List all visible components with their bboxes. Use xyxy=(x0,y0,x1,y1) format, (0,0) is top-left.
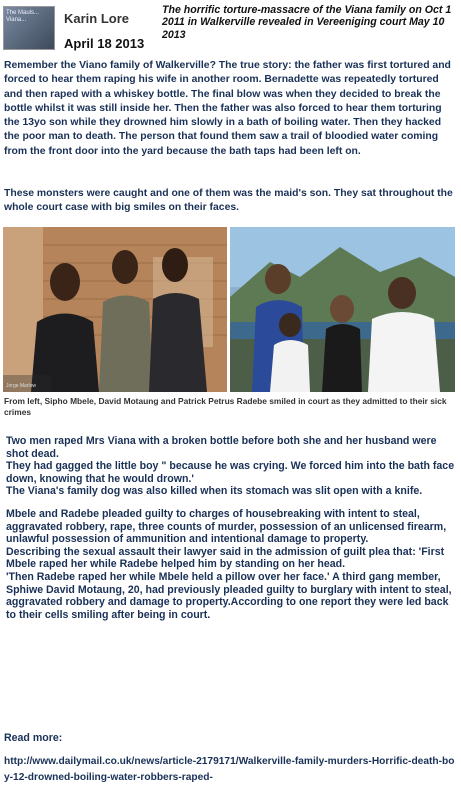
photo-caption: From left, Sipho Mbele, David Motaung and Patrick Petrus Radebe smiled in court as they admitted to their sick crimes xyxy=(4,396,447,417)
article-block-2 xyxy=(6,508,456,621)
source-link[interactable]: http://www.dailymail.co.uk/news/article-2179171/Walkerville-family-murders-Horrific-death-boy-12-drowned-boiling-water-robbers-raped- xyxy=(4,756,455,783)
avatar[interactable] xyxy=(3,6,55,50)
photo-strip xyxy=(3,227,455,392)
family-photo xyxy=(230,227,455,392)
post-header xyxy=(0,0,461,56)
intro-paragraph-2: These monsters were caught and one of them was the maid's son. They sat throughout the whole court case with big smiles on their faces. xyxy=(4,188,453,214)
read-more-label: Read more: xyxy=(4,732,63,744)
article-line: Describing the sexual assault their lawyer said in the admission of guilt plea that: 'First Mbele raped her while Radebe helped him by standing on her head. xyxy=(6,545,445,571)
post-date: April 18 2013 xyxy=(64,36,145,51)
article-line: Two men raped Mrs Viana with a broken bottle before both she and her husband were shot dead. xyxy=(6,435,437,460)
article-line: They had gagged the little boy " because he was crying. We forced him into the bath face down, knowing that he would drown.' xyxy=(6,460,455,485)
intro-paragraph: Remember the Viano family of Walkerville? The true story: the father was first tortured and forced to hear them raping his wife in another room. Bernadette was repeatedly tortured and then raped with a whiskey bottle. The final blow was when they decided to break the bottle whilst it was still inside her. Then the father was also forced to hear them torturing the 13yo son while they drowned him slowly in a bath of boiling water. Then they hacked the poor man to death. The person that found them saw a trail of bloodied water coming from the front door into the yard because the bath taps had been left on. xyxy=(4,60,451,157)
court-photo xyxy=(3,227,227,392)
article-block-1 xyxy=(6,435,456,498)
court-photo-illustration xyxy=(3,227,227,392)
photo-credit: Jorge Marlow xyxy=(6,383,37,389)
family-photo-illustration xyxy=(230,227,455,392)
article-line: The Viana's family dog was also killed when its stomach was slit open with a knife. xyxy=(6,485,423,498)
article-line: 'Then Radebe raped her while Mbele held a pillow over her face.' A third gang member, Sphiwe David Motaung, 20, had previously pleaded guilty to burglary with intent to steal, aggravated robbery and damage to property.According to one report they were led back to their cells smiling after being in court. xyxy=(6,570,452,621)
headline: The horrific torture-massacre of the Viana family on Oct 1 2011 in Walkerville revealed in Vereeniging court May 10 2013 xyxy=(162,4,452,41)
article-line: Mbele and Radebe pleaded guilty to charges of housebreaking with intent to steal, aggravated robbery, rape, three counts of murder, possession of an unlicensed firearm, unlawful possession of ammunition and intentional damage to property. xyxy=(6,508,447,546)
author-name[interactable]: Karin Lore xyxy=(64,11,130,26)
avatar-caption: The Mauls... Viana... xyxy=(6,10,40,23)
